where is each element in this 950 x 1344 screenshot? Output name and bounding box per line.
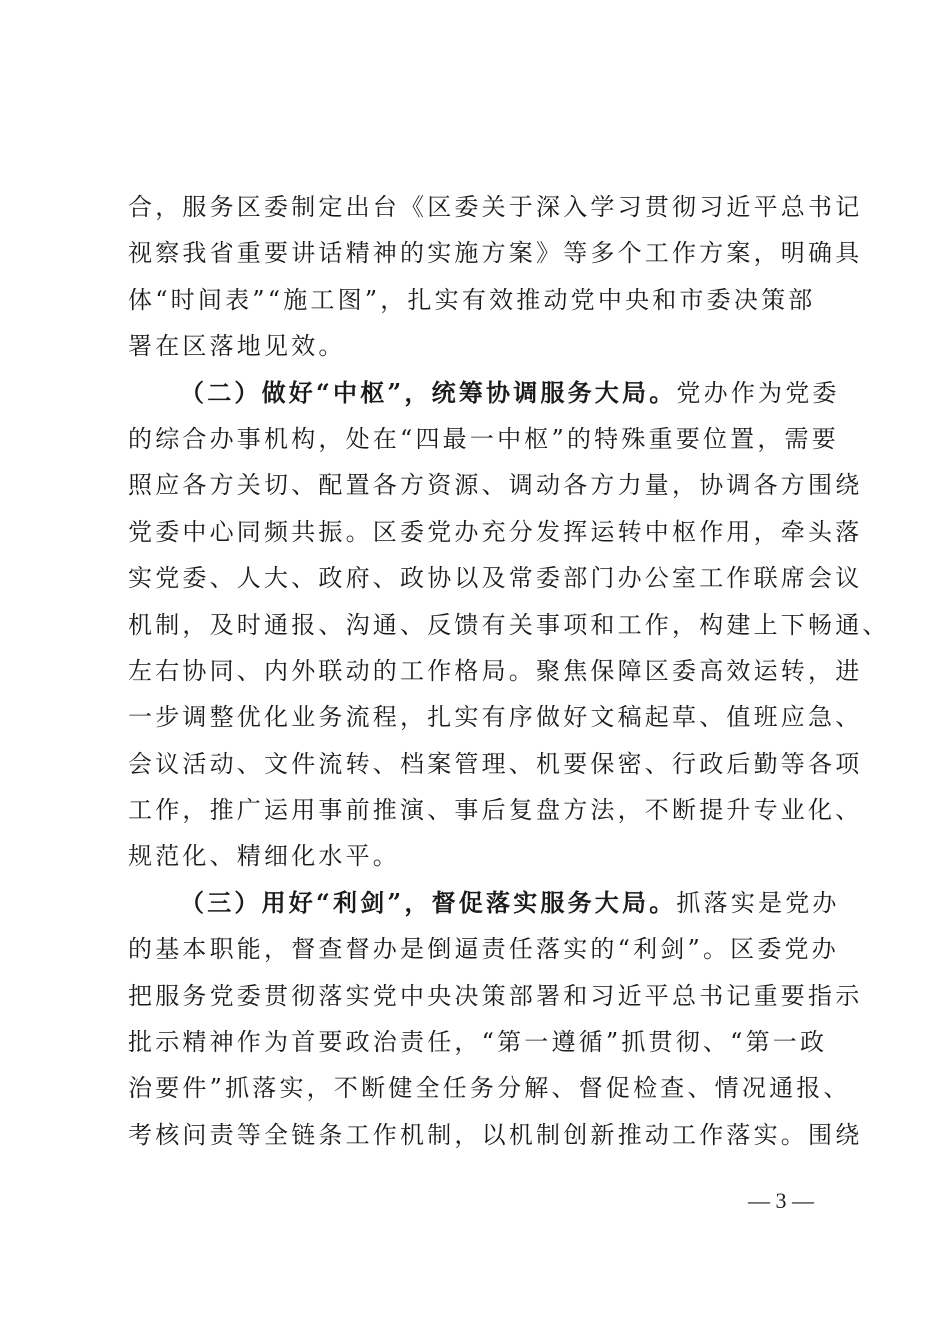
text-line: 考核问责等全链条工作机制，以机制创新推动工作落实。围绕 [128, 1120, 863, 1149]
text-line: 规范化、精细化水平。 [128, 842, 400, 871]
body-text [128, 184, 890, 1158]
text-line: 党委中心同频共振。区委党办充分发挥运转中枢作用，牵头落 [128, 517, 863, 546]
page-number: — 3 — [748, 1188, 814, 1213]
text-line: 视察我省重要讲话精神的实施方案》等多个工作方案，明确具 [128, 239, 863, 268]
section-3-first-line: 抓落实是党办 [676, 888, 840, 917]
text-line: 治要件”抓落实，不断健全任务分解、督促检查、情况通报、 [128, 1074, 851, 1103]
text-line: 合，服务区委制定出台《区委关于深入学习贯彻习近平总书记 [128, 193, 863, 221]
text-line: 的综合办事机构，处在“四最一中枢”的特殊重要位置，需要 [128, 424, 839, 453]
text-line [128, 370, 840, 416]
section-3-paragraph [128, 880, 863, 1158]
text-line: 实党委、人大、政府、政协以及常委部门办公室工作联席会议 [128, 564, 863, 593]
text-line [128, 880, 840, 926]
text-line: 左右协同、内外联动的工作格局。聚焦保障区委高效运转，进 [128, 656, 863, 685]
text-line: 批示精神作为首要政治责任，“第一遵循”抓贯彻、“第一政 [128, 1028, 828, 1057]
text-line: 把服务党委贯彻落实党中央决策部署和习近平总书记重要指示 [128, 981, 863, 1010]
text-line: 机制，及时通报、沟通、反馈有关事项和工作，构建上下畅通、 [128, 610, 890, 639]
text-line: 体“时间表”“施工图”，扎实有效推动党中央和市委决策部 [128, 285, 816, 314]
text-line: 会议活动、文件流转、档案管理、机要保密、行政后勤等各项 [128, 749, 863, 778]
text-line: 照应各方关切、配置各方资源、调动各方力量，协调各方围绕 [128, 471, 863, 500]
paragraph-continued [128, 184, 863, 370]
section-2-paragraph [128, 370, 890, 880]
text-line: 署在区落地见效。 [128, 332, 346, 361]
section-3-heading: （三）用好“利剑”，督促落实服务大局。 [180, 887, 677, 917]
section-2-first-line: 党办作为党委 [676, 378, 840, 407]
section-2-heading: （二）做好“中枢”，统筹协调服务大局。 [180, 377, 677, 407]
text-line: 的基本职能，督查督办是倒逼责任落实的“利剑”。区委党办 [128, 935, 839, 964]
text-line: 一步调整优化业务流程，扎实有序做好文稿起草、值班应急、 [128, 703, 863, 732]
text-line: 工作，推广运用事前推演、事后复盘方法，不断提升专业化、 [128, 796, 863, 825]
